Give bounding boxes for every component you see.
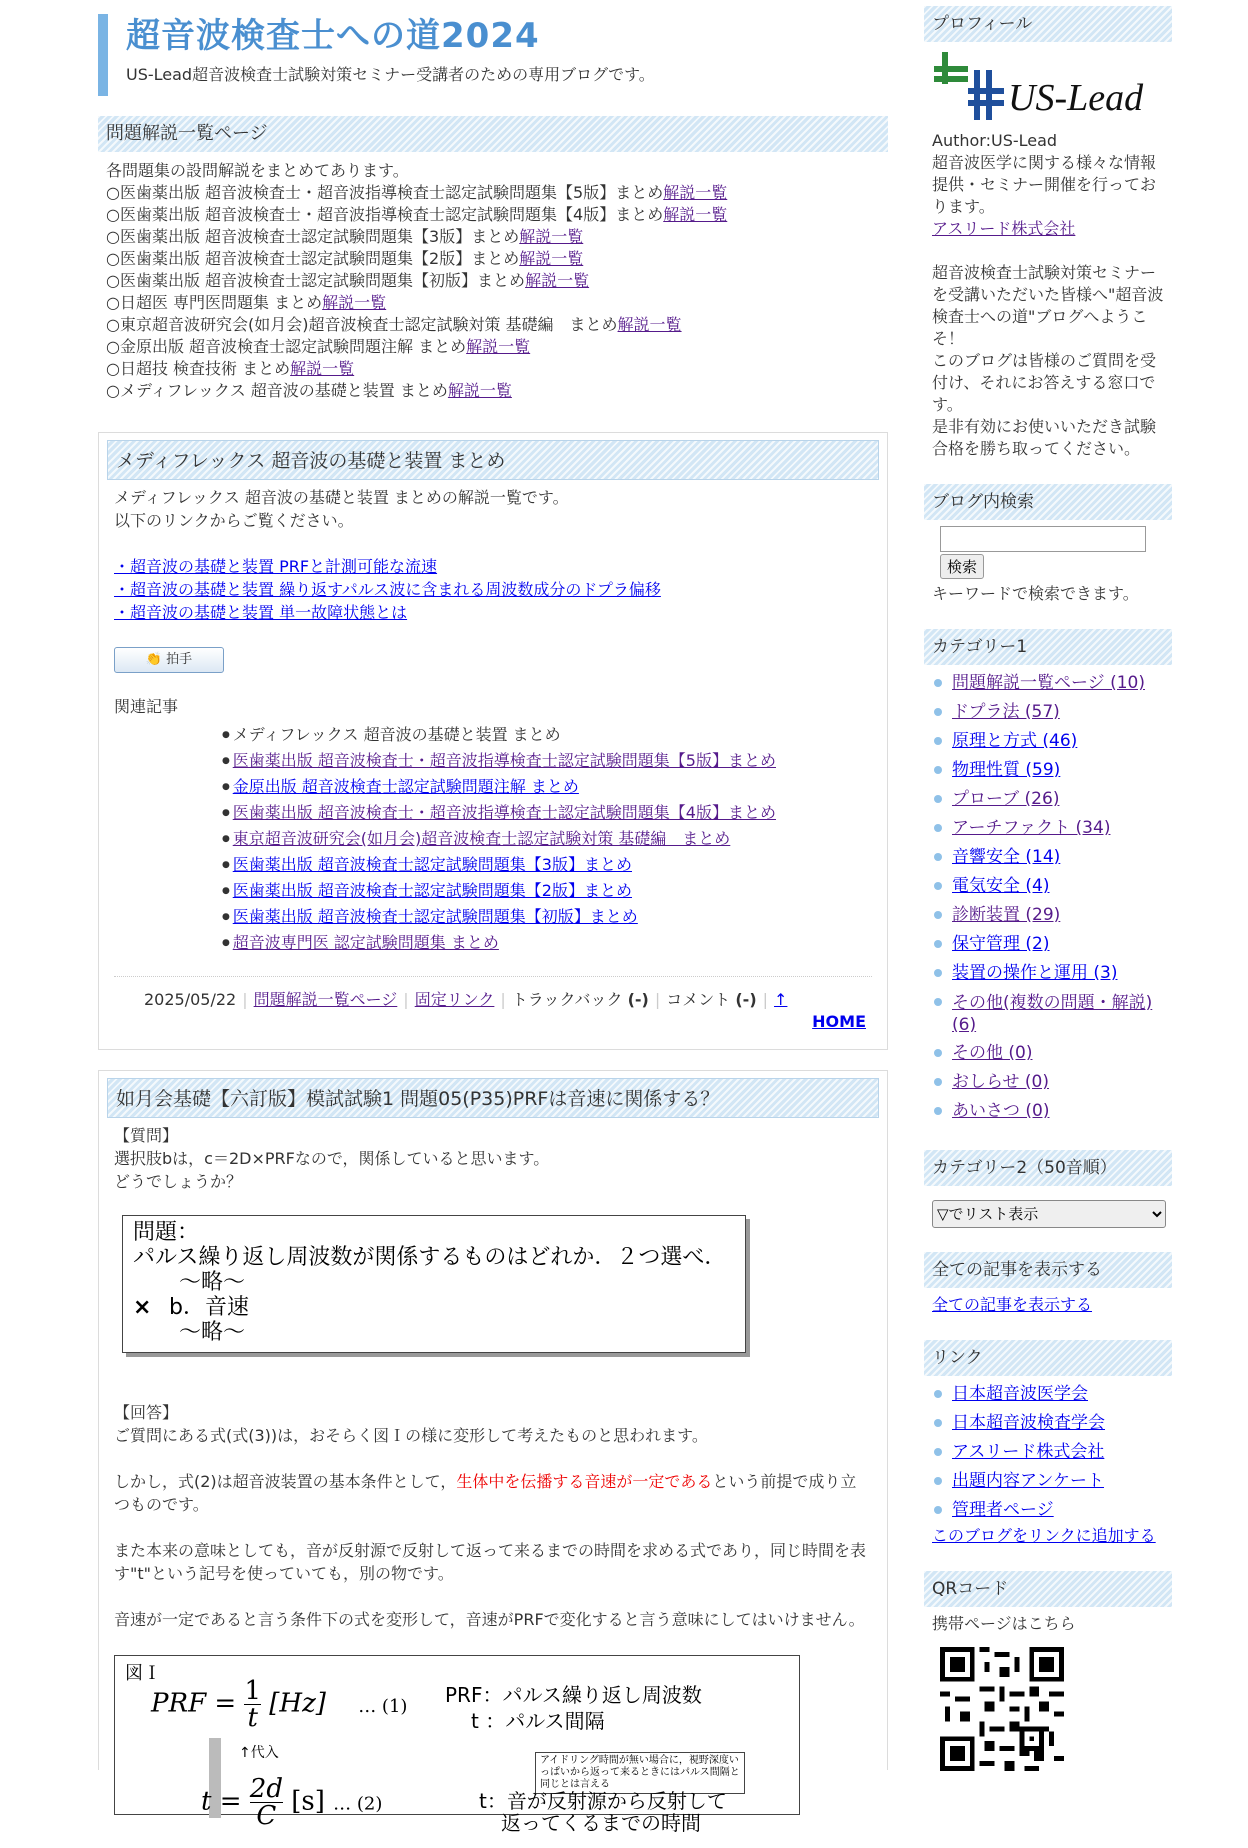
question-text: 選択肢bは，c＝2D×PRFなので，関係していると思います。 bbox=[114, 1149, 550, 1168]
comment-count: (-) bbox=[735, 990, 757, 1009]
index-item: ○医歯薬出版 超音波検査士認定試験問題集【2版】まとめ解説一覧 bbox=[106, 249, 584, 268]
category-link[interactable]: 問題解説一覧ページ (10) bbox=[952, 673, 1145, 693]
related-item bbox=[222, 774, 872, 800]
entry-title[interactable]: 如月会基礎【六訂版】模試試験1 問題05(P35)PRFは音速に関係する？ bbox=[107, 1078, 879, 1118]
add-link-link[interactable]: このブログをリンクに追加する bbox=[932, 1526, 1156, 1545]
category-item bbox=[934, 843, 1172, 872]
index-item-link[interactable]: 解説一覧 bbox=[290, 359, 355, 378]
related-label: 関連記事 bbox=[114, 697, 179, 716]
index-item-link[interactable]: 解説一覧 bbox=[663, 205, 728, 224]
external-link[interactable]: 日本超音波医学会 bbox=[952, 1384, 1088, 1404]
category-item bbox=[934, 756, 1172, 785]
related-item bbox=[222, 904, 872, 930]
link-item bbox=[934, 1438, 1172, 1467]
page-top-link[interactable]: ↑ bbox=[774, 990, 788, 1009]
site-header bbox=[98, 14, 888, 96]
category-item bbox=[934, 1039, 1172, 1068]
category-item bbox=[934, 901, 1172, 930]
category-item bbox=[934, 727, 1172, 756]
category-item bbox=[934, 872, 1172, 901]
related-link[interactable]: 医歯薬出版 超音波検査士・超音波指導検査士認定試験問題集【5版】まとめ bbox=[232, 751, 776, 770]
us-lead-logo bbox=[932, 48, 1164, 126]
qr-title: QRコード bbox=[924, 1571, 1172, 1607]
related-link[interactable]: 医歯薬出版 超音波検査士・超音波指導検査士認定試験問題集【4版】まとめ bbox=[232, 803, 776, 822]
answer-text: 音速が一定であると言う条件下の式を変形して，音速がPRFで変化すると言う意味にしてはいけません。 bbox=[114, 1610, 865, 1629]
figure-1: 図Ｉ PRF = $\frac{1}{t}$ [Hz] … (1) PRF：パルス繰り返し周波数 t ：パルス間隔 ↑代入 t = $\frac{2d}{C}$ [s] … (2) アイドリング時間が無い場合に，視野深度いっぱいから返って来るときにはパルス間隔と同じとは言える t：音が反射源から反射して 返ってくるまでの時間 bbox=[114, 1655, 800, 1815]
search-button[interactable]: 検索 bbox=[940, 554, 984, 579]
entry-link[interactable]: ・超音波の基礎と装置 PRFと計測可能な流速 bbox=[114, 557, 438, 576]
category-item bbox=[934, 959, 1172, 988]
entry-text: 以下のリンクからご覧ください。 bbox=[114, 511, 354, 530]
index-item: ○東京超音波研究会(如月会)超音波検査士認定試験対策 基礎編 まとめ解説一覧 bbox=[106, 315, 682, 334]
index-item: ○日超技 検査技術 まとめ解説一覧 bbox=[106, 359, 355, 378]
category2-body bbox=[924, 1186, 1172, 1228]
index-item-link[interactable]: 解説一覧 bbox=[519, 249, 584, 268]
category-link[interactable]: おしらせ (0) bbox=[952, 1072, 1049, 1092]
related-item bbox=[222, 930, 872, 956]
related-articles bbox=[114, 695, 872, 956]
category-item bbox=[934, 698, 1172, 727]
category1-list bbox=[924, 665, 1172, 1126]
category-link[interactable]: 音響安全 (14) bbox=[952, 847, 1061, 867]
category-link[interactable]: ドプラ法 (57) bbox=[952, 702, 1060, 722]
wrong-mark: × bbox=[133, 1295, 152, 1320]
related-item bbox=[222, 878, 872, 904]
related-item bbox=[222, 748, 872, 774]
equation-1: PRF = $\frac{1}{t}$ [Hz] … (1) bbox=[151, 1676, 408, 1733]
category-link[interactable]: あいさつ (0) bbox=[952, 1101, 1050, 1121]
answer-text: しかし，式(2)は超音波装置の基本条件として，生体中を伝播する音速が一定であるという前提で成り立つものです。 bbox=[114, 1472, 857, 1514]
index-item-link[interactable]: 解説一覧 bbox=[617, 315, 682, 334]
question-text: どうでしょうか？ bbox=[114, 1172, 243, 1191]
search-hint: キーワードで検索できます。 bbox=[932, 584, 1139, 603]
search-input[interactable] bbox=[940, 526, 1146, 552]
category-item bbox=[934, 1068, 1172, 1097]
index-section-title: 問題解説一覧ページ bbox=[98, 116, 888, 152]
category-link[interactable]: その他(複数の問題・解説) (6) bbox=[952, 993, 1153, 1035]
index-item: ○医歯薬出版 超音波検査士認定試験問題集【3版】まとめ解説一覧 bbox=[106, 227, 584, 246]
links-list bbox=[924, 1376, 1172, 1525]
related-link[interactable]: 金原出版 超音波検査士認定試験問題注解 まとめ bbox=[232, 777, 579, 796]
trackback-label: トラックバック bbox=[511, 990, 623, 1009]
index-item: ○医歯薬出版 超音波検査士・超音波指導検査士認定試験問題集【4版】まとめ解説一覧 bbox=[106, 205, 728, 224]
related-link[interactable]: 医歯薬出版 超音波検査士認定試験問題集【3版】まとめ bbox=[232, 855, 632, 874]
clap-label: 拍手 bbox=[166, 652, 193, 667]
external-link[interactable]: 出題内容アンケート bbox=[952, 1471, 1104, 1491]
category-link[interactable]: その他 (0) bbox=[952, 1043, 1033, 1063]
figure-note: アイドリング時間が無い場合に，視野深度いっぱいから返って来るときにはパルス間隔と同じとは言える bbox=[535, 1752, 745, 1794]
index-item: ○医歯薬出版 超音波検査士・超音波指導検査士認定試験問題集【5版】まとめ解説一覧 bbox=[106, 183, 728, 202]
clap-wrap bbox=[114, 646, 872, 673]
profile-desc: 超音波医学に関する様々な情報提供・セミナー開催を行っております。 bbox=[932, 153, 1157, 216]
index-item-link[interactable]: 解説一覧 bbox=[519, 227, 584, 246]
entry-link[interactable]: ・超音波の基礎と装置 繰り返すパルス波に含まれる周波数成分のドプラ偏移 bbox=[114, 580, 661, 599]
entry-text: メディフレックス 超音波の基礎と装置 まとめの解説一覧です。 bbox=[114, 488, 569, 507]
related-item bbox=[222, 826, 872, 852]
qr-code-icon bbox=[940, 1647, 1064, 1771]
related-link[interactable]: 医歯薬出版 超音波検査士認定試験問題集【2版】まとめ bbox=[232, 881, 632, 900]
clap-button[interactable] bbox=[114, 647, 224, 673]
category-item bbox=[934, 669, 1172, 698]
logo-mark-icon bbox=[934, 52, 1016, 122]
category-item bbox=[934, 988, 1172, 1039]
category2-title: カテゴリー2（50音順） bbox=[924, 1150, 1172, 1186]
comment-label: コメント bbox=[666, 990, 731, 1009]
equation-1-defs: PRF：パルス繰り返し周波数 t ：パルス間隔 bbox=[445, 1683, 702, 1733]
entry-link[interactable]: ・超音波の基礎と装置 単一故障状態とは bbox=[114, 603, 408, 622]
permalink[interactable]: 固定リンク bbox=[414, 990, 495, 1009]
category-link[interactable]: アーチファクト (34) bbox=[952, 818, 1111, 838]
link-item bbox=[934, 1496, 1172, 1525]
index-intro: 各問題集の設問解説をまとめてあります。 bbox=[106, 161, 409, 180]
question-image: 問題： パルス繰り返し周波数が関係するものはどれか．２つ選べ． 〜略〜 × b．音速 〜略〜 bbox=[122, 1215, 746, 1353]
qr-text: 携帯ページはこちら bbox=[932, 1614, 1076, 1633]
related-item: ● メディフレックス 超音波の基礎と装置 まとめ bbox=[222, 722, 872, 748]
external-link[interactable]: 日本超音波検査学会 bbox=[952, 1413, 1105, 1433]
category-item bbox=[934, 1097, 1172, 1126]
search-title: ブログ内検索 bbox=[924, 484, 1172, 520]
category2-select[interactable] bbox=[932, 1200, 1166, 1228]
clap-icon: 👏 bbox=[145, 652, 163, 667]
link-item bbox=[934, 1380, 1172, 1409]
profile-receive: このブログは皆様のご質問を受付け、それにお答えする窓口です。 bbox=[932, 351, 1157, 414]
entry-category-link[interactable]: 問題解説一覧ページ bbox=[253, 990, 398, 1009]
related-link[interactable]: 医歯薬出版 超音波検査士認定試験問題集【初版】まとめ bbox=[232, 907, 638, 926]
external-link[interactable]: アスリード株式会社 bbox=[952, 1442, 1105, 1462]
link-item bbox=[934, 1467, 1172, 1496]
index-item-link[interactable]: 解説一覧 bbox=[447, 381, 512, 400]
home-link[interactable]: HOME bbox=[812, 1012, 866, 1031]
site-title[interactable]: 超音波検査士への道2024 bbox=[126, 16, 540, 56]
profile-welcome: 超音波検査士試験対策セミナーを受講いただいた皆様へ"超音波検査士への道"ブログへようこそ！ bbox=[932, 263, 1164, 348]
trackback-count: (-) bbox=[627, 990, 649, 1009]
category-item bbox=[934, 930, 1172, 959]
search-body bbox=[924, 520, 1172, 605]
author: Author:US-Lead bbox=[932, 131, 1058, 150]
sidebar bbox=[924, 6, 1172, 1777]
related-item bbox=[222, 852, 872, 878]
category-link[interactable]: 物理性質 (59) bbox=[952, 760, 1061, 780]
category-link[interactable]: 保守管理 (2) bbox=[952, 934, 1050, 954]
logo-text: US-Lead bbox=[1008, 77, 1144, 119]
category-link[interactable]: 電気安全 (4) bbox=[952, 876, 1050, 896]
index-item: ○日超医 専門医問題集 まとめ解説一覧 bbox=[106, 293, 387, 312]
site-description: US-Lead超音波検査士試験対策セミナー受講者のための専用ブログです。 bbox=[126, 65, 655, 84]
related-item bbox=[222, 800, 872, 826]
index-item-link[interactable]: 解説一覧 bbox=[466, 337, 531, 356]
company-link[interactable]: アスリード株式会社 bbox=[932, 219, 1076, 238]
link-item bbox=[934, 1409, 1172, 1438]
entry-body bbox=[107, 480, 879, 1039]
category-link[interactable]: プローブ (26) bbox=[952, 789, 1060, 809]
entry-footer: 2025/05/22 | 問題解説一覧ページ | 固定リンク | トラックバック (-) | コメント (-) | ↑ HOME bbox=[114, 976, 872, 1033]
external-link[interactable]: 管理者ページ bbox=[952, 1500, 1054, 1520]
index-item-link[interactable]: 解説一覧 bbox=[322, 293, 387, 312]
category-link[interactable]: 診断装置 (29) bbox=[952, 905, 1061, 925]
answer-text: また本来の意味としても，音が反射源で反射して返って来るまでの時間を求める式であり，同じ時間を表す"t"という記号を使っていても，別の物です。 bbox=[114, 1541, 867, 1583]
index-item: ○メディフレックス 超音波の基礎と装置 まとめ解説一覧 bbox=[106, 381, 512, 400]
category-link[interactable]: 装置の操作と運用 (3) bbox=[952, 963, 1118, 983]
all-articles-link[interactable]: 全ての記事を表示する bbox=[932, 1295, 1093, 1314]
profile-title: プロフィール bbox=[924, 6, 1172, 42]
index-item-link[interactable]: 解説一覧 bbox=[663, 183, 728, 202]
answer-label: 【回答】 bbox=[114, 1403, 179, 1422]
category-link[interactable]: 原理と方式 (46) bbox=[952, 731, 1078, 751]
equation-2-defs: t：音が反射源から反射して 返ってくるまでの時間 bbox=[479, 1789, 727, 1835]
qr-body bbox=[924, 1607, 1172, 1777]
entry-date: 2025/05/22 bbox=[144, 990, 237, 1009]
related-link[interactable]: 超音波専門医 認定試験問題集 まとめ bbox=[232, 933, 499, 952]
entry-body bbox=[107, 1118, 879, 1835]
question-label: 【質問】 bbox=[114, 1126, 179, 1145]
entry-prf-question bbox=[98, 1070, 888, 1835]
all-articles-body bbox=[924, 1288, 1172, 1316]
spacer bbox=[114, 532, 872, 555]
entry-mediflex bbox=[98, 432, 888, 1050]
links-title: リンク bbox=[924, 1340, 1172, 1376]
answer-text: ご質問にある式(式(3))は，おそらく図Ｉの様に変形して考えたものと思われます。 bbox=[114, 1426, 708, 1445]
substitution-label: ↑代入 bbox=[239, 1745, 279, 1761]
equation-2: t = $\frac{2d}{C}$ [s] … (2) bbox=[201, 1774, 383, 1831]
profile-body bbox=[924, 42, 1172, 460]
profile-hope: 是非有効にお使いいただき試験合格を勝ち取ってください。 bbox=[932, 417, 1157, 458]
main-column bbox=[98, 116, 888, 1835]
index-section-body bbox=[98, 152, 888, 402]
index-item: ○医歯薬出版 超音波検査士認定試験問題集【初版】まとめ解説一覧 bbox=[106, 271, 590, 290]
category-item bbox=[934, 785, 1172, 814]
category-item bbox=[934, 814, 1172, 843]
category1-title: カテゴリー1 bbox=[924, 629, 1172, 665]
entry-title[interactable]: メディフレックス 超音波の基礎と装置 まとめ bbox=[107, 440, 879, 480]
index-item: ○金原出版 超音波検査士認定試験問題注解 まとめ解説一覧 bbox=[106, 337, 531, 356]
related-link[interactable]: 東京超音波研究会(如月会)超音波検査士認定試験対策 基礎編 まとめ bbox=[232, 829, 731, 848]
highlight-text: 生体中を伝播する音速が一定である bbox=[456, 1472, 713, 1491]
index-item-link[interactable]: 解説一覧 bbox=[525, 271, 590, 290]
all-articles-title: 全ての記事を表示する bbox=[924, 1252, 1172, 1288]
